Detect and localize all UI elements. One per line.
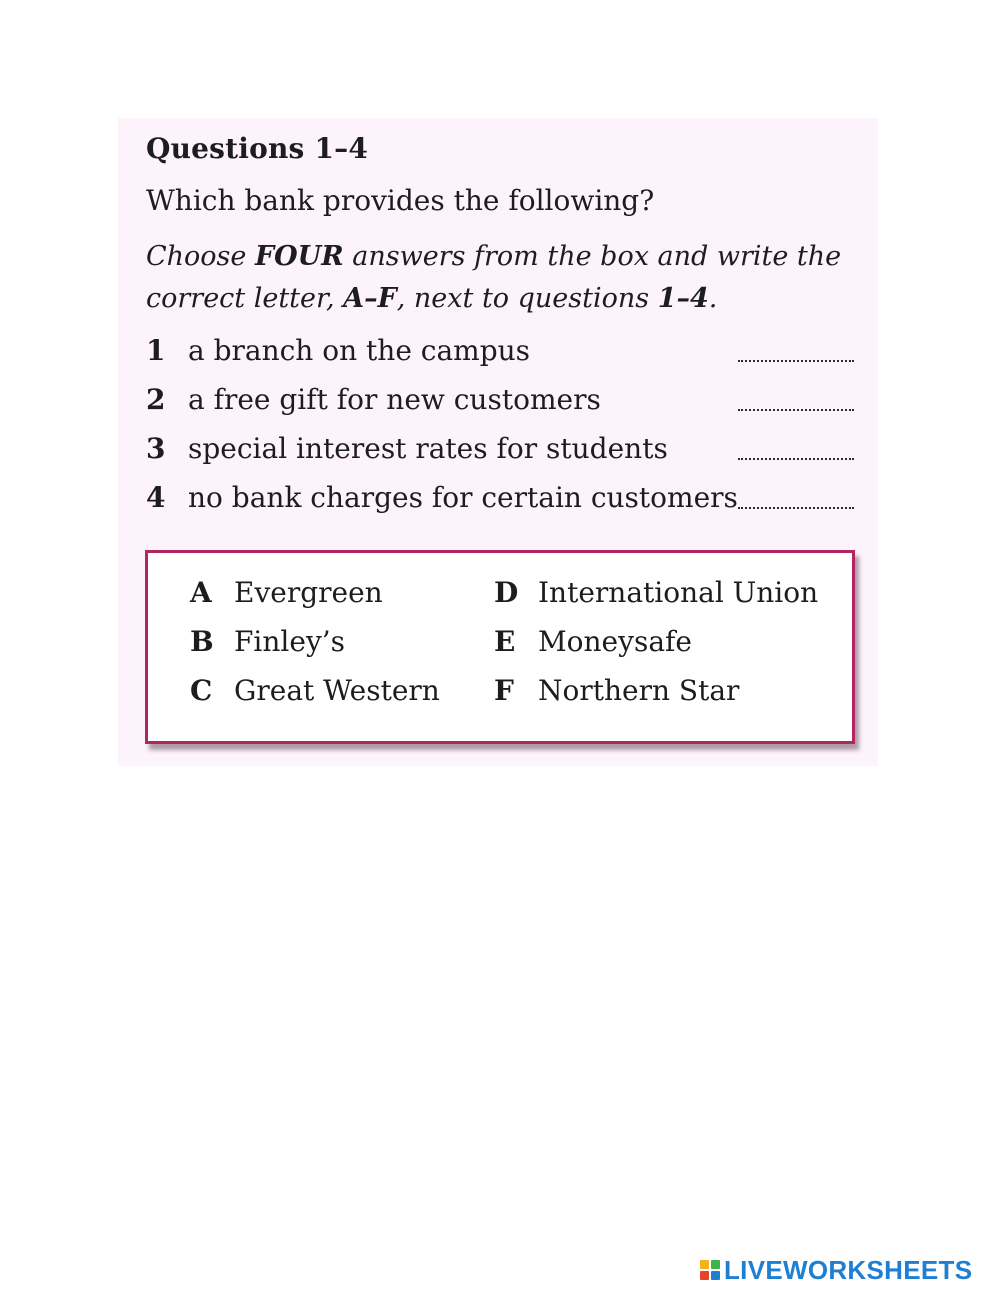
option-letter: B xyxy=(190,625,214,658)
question-item-4 xyxy=(146,473,854,522)
question-item-1 xyxy=(146,326,854,375)
liveworksheets-logo-icon xyxy=(700,1260,720,1280)
question-number: 4 xyxy=(146,481,166,514)
option-a xyxy=(190,576,383,609)
question-text: special interest rates for students xyxy=(188,432,668,465)
answer-options-box xyxy=(145,550,855,744)
question-number: 3 xyxy=(146,432,166,465)
option-name: Northern Star xyxy=(538,674,740,707)
questions-heading: Questions 1–4 xyxy=(146,132,369,165)
answer-blank-3[interactable] xyxy=(738,444,854,460)
question-text: a branch on the campus xyxy=(188,334,531,367)
question-number: 1 xyxy=(146,334,166,367)
question-item-3 xyxy=(146,424,854,473)
option-letter: C xyxy=(190,674,213,707)
question-item-2 xyxy=(146,375,854,424)
liveworksheets-logo xyxy=(700,1255,972,1285)
answer-blank-2[interactable] xyxy=(738,395,854,411)
option-b xyxy=(190,625,345,658)
question-list xyxy=(146,326,854,522)
option-name: Finley’s xyxy=(234,625,346,658)
option-letter: D xyxy=(494,576,519,609)
question-text: no bank charges for certain customers xyxy=(188,481,738,514)
option-name: International Union xyxy=(538,576,819,609)
option-name: Great Western xyxy=(234,674,440,707)
option-name: Moneysafe xyxy=(538,625,692,658)
option-letter: E xyxy=(494,625,516,658)
question-prompt: Which bank provides the following? xyxy=(146,184,655,217)
option-letter: F xyxy=(494,674,514,707)
question-number: 2 xyxy=(146,383,166,416)
option-d xyxy=(494,576,818,609)
option-letter: A xyxy=(190,576,212,609)
answer-blank-4[interactable] xyxy=(738,493,854,509)
exercise-panel xyxy=(118,118,878,766)
instruction-text: Choose FOUR answers from the box and write the correct letter, A–F, next to questions 1–4. xyxy=(146,241,842,314)
option-name: Evergreen xyxy=(234,576,383,609)
question-text: a free gift for new customers xyxy=(188,383,601,416)
option-e xyxy=(494,625,692,658)
logo-text: LIVEWORKSHEETS xyxy=(724,1254,973,1285)
option-c xyxy=(190,674,440,707)
answer-blank-1[interactable] xyxy=(738,346,854,362)
option-f xyxy=(494,674,739,707)
